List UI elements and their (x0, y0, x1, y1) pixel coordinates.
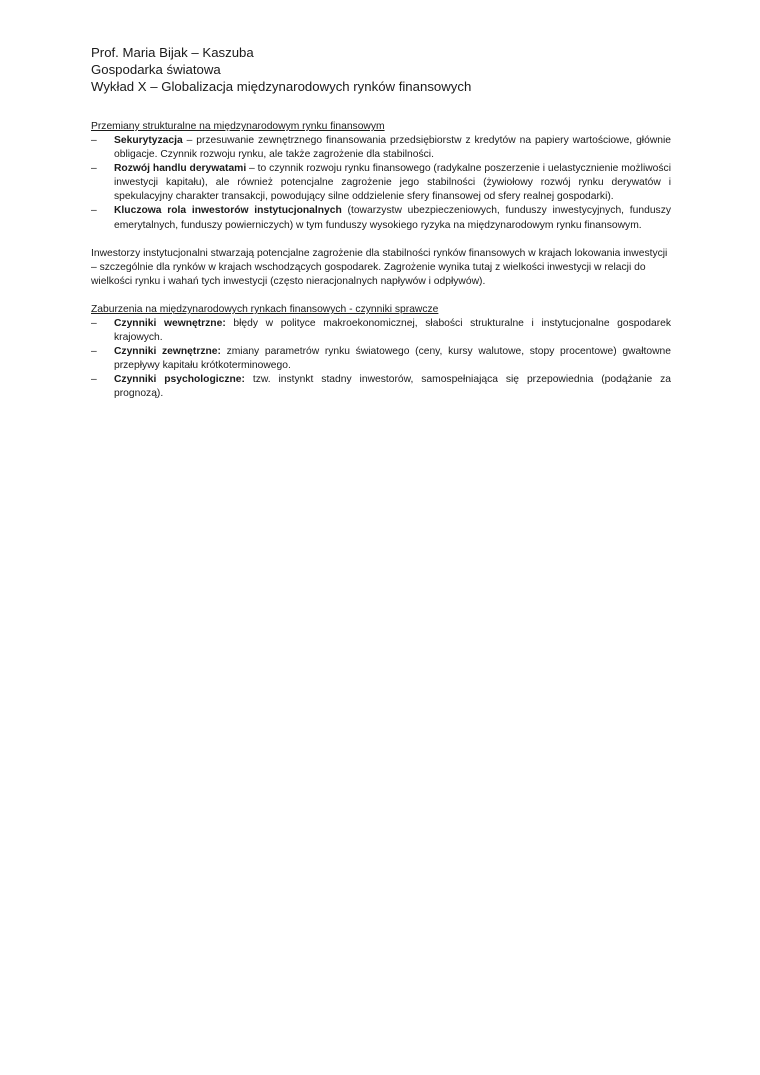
dash-bullet: – (91, 205, 97, 217)
dash-bullet: – (91, 317, 97, 329)
list-item (91, 134, 671, 162)
list-item (91, 162, 671, 204)
list-item-text: – przesuwanie zewnętrznego finansowania przedsiębiorstw z kredytów na papiery wartościowe, głównie obligacje. Czynnik rozwoju rynku, ale także zagrożenie dla stabilności. (114, 135, 671, 161)
disruption-factors-list (91, 317, 671, 402)
list-item-text: błędy w polityce makroekonomicznej, słabości strukturalne i instytucjonalne gospodarek krajowych. (114, 317, 671, 344)
dash-bullet: – (91, 374, 97, 386)
lecture-title: Wykład X – Globalizacja międzynarodowych rynków finansowych (91, 79, 472, 94)
author-line: Prof. Maria Bijak – Kaszuba (91, 45, 254, 60)
list-item (91, 317, 671, 345)
dash-bullet: – (91, 346, 97, 358)
section-heading-structural-changes: Przemiany strukturalne na międzynarodowym rynku finansowym (91, 121, 385, 132)
dash-bullet: – (91, 135, 97, 146)
list-item-text: zmiany parametrów rynku światowego (ceny, kursy walutowe, stopy procentowe) gwałtowne przepływy kapitału krótkoterminowego. (114, 346, 671, 372)
list-item-text: – to czynnik rozwoju rynku finansowego (radykalne poszerzenie i uelastycznienie możliwości inwestycji kapitału), ale również potencjalne zagrożenie jego stabilności (żywiołowy rozwój rynku derywatów i spekulacyjny charakter transakcji, powodujący silne oddzielenie sfery finansowej od sfery realnej gospodarki). (114, 163, 671, 203)
dash-bullet: – (91, 163, 97, 175)
document-page (91, 44, 671, 402)
list-item-term: Czynniki psychologiczne: (114, 374, 245, 386)
section-heading-disruption-factors: Zaburzenia na międzynarodowych rynkach finansowych - czynniki sprawcze (91, 303, 439, 315)
structural-changes-list (91, 134, 671, 233)
list-item (91, 204, 671, 232)
list-item-term: Sekurytyzacja (114, 135, 183, 146)
course-title: Gospodarka światowa (91, 62, 221, 77)
list-item-text: tzw. instynkt stadny inwestorów, samospełniająca się przepowiednia (podążanie za prognozą). (114, 374, 671, 400)
list-item-text: (towarzystw ubezpieczeniowych, funduszy inwestycyjnych, funduszy emerytalnych, funduszy powierniczych) w tym funduszy wysokiego ryzyka na międzynarodowym rynku finansowym. (114, 205, 671, 231)
list-item-term: Kluczowa rola inwestorów instytucjonalnych (114, 205, 342, 217)
institutional-investors-paragraph: Inwestorzy instytucjonalni stwarzają potencjalne zagrożenie dla stabilności rynków finansowych w krajach lokowania inwestycji – szczególnie dla rynków w krajach wschodzących gospodarek. Zagrożenie wynika tutaj z wielkości inwestycji w relacji do wielkości rynku i wahań tych inwestycji (często nieracjonalnych napływów i odpływów). (91, 247, 668, 287)
list-item-term: Czynniki zewnętrzne: (114, 346, 221, 358)
list-item (91, 373, 671, 401)
list-item-term: Rozwój handlu derywatami (114, 163, 247, 175)
list-item (91, 345, 671, 373)
list-item-term: Czynniki wewnętrzne: (114, 317, 226, 329)
